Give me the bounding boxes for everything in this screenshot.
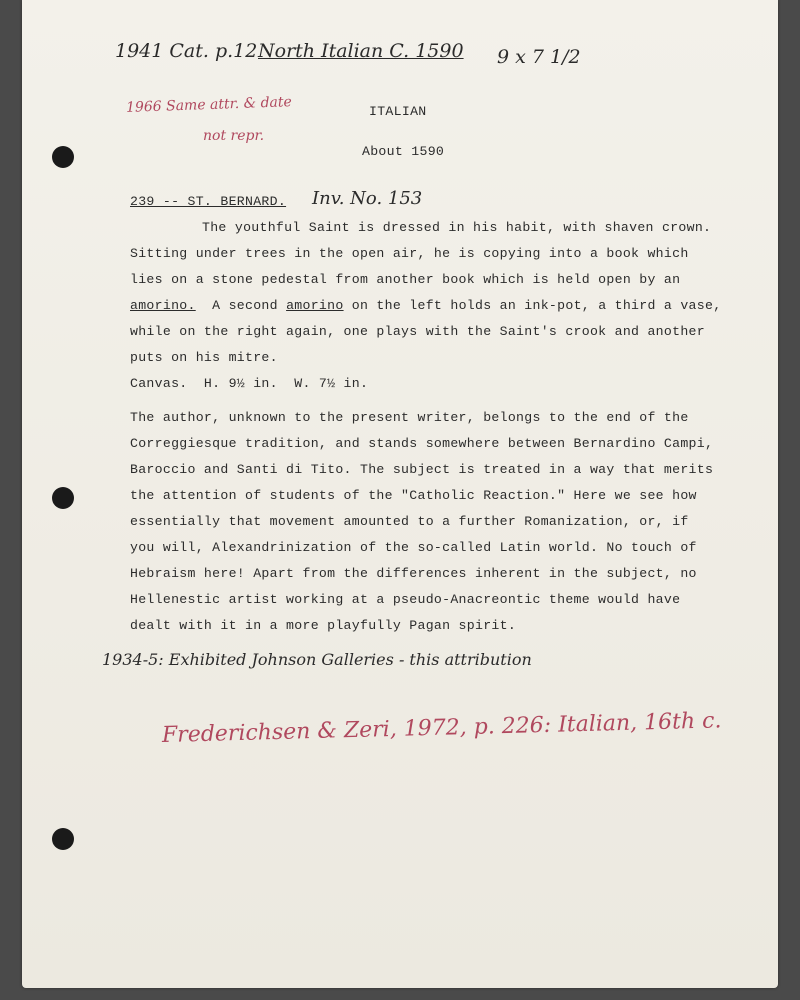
- binder-hole: [52, 146, 74, 168]
- entry-title: 239 -- ST. BERNARD.: [130, 194, 287, 209]
- description-line: lies on a stone pedestal from another book which is held open by an: [130, 272, 681, 287]
- handwritten-exhibition-note: 1934-5: Exhibited Johnson Galleries - this attribution: [102, 650, 532, 669]
- commentary-line: essentially that movement amounted to a further Romanization, or, if: [130, 514, 689, 529]
- commentary-line: Correggiesque tradition, and stands somewhere between Bernardino Campi,: [130, 436, 714, 451]
- description-line: The youthful Saint is dressed in his habit, with shaven crown.: [202, 220, 712, 235]
- catalog-card: [22, 0, 778, 988]
- red-note-same-attribution: 1966 Same attr. & date: [125, 94, 293, 116]
- red-bibliography-note: Frederichsen & Zeri, 1972, p. 226: Italian, 16th c.: [161, 708, 722, 748]
- binder-hole: [52, 487, 74, 509]
- handwritten-dimensions: 9 x 7 1/2: [497, 46, 581, 68]
- commentary-line: you will, Alexandrinization of the so-called Latin world. No touch of: [130, 540, 697, 555]
- date-heading: About 1590: [362, 144, 445, 159]
- italian-term: amorino: [286, 298, 344, 313]
- italian-term: amorino.: [130, 298, 196, 313]
- commentary-line: Baroccio and Santi di Tito. The subject is treated in a way that merits: [130, 462, 714, 477]
- commentary-line: Hebraism here! Apart from the differences inherent in the subject, no: [130, 566, 697, 581]
- description-line: Sitting under trees in the open air, he is copying into a book which: [130, 246, 689, 261]
- description-line: amorino. A second amorino on the left holds an ink-pot, a third a vase,: [130, 298, 722, 313]
- commentary-line: Hellenestic artist working at a pseudo-Anacreontic theme would have: [130, 592, 681, 607]
- description-line: puts on his mitre.: [130, 350, 278, 365]
- school-heading: ITALIAN: [369, 104, 427, 119]
- handwritten-inventory-number: Inv. No. 153: [312, 188, 423, 209]
- red-note-not-reproduced: not repr.: [203, 128, 265, 144]
- commentary-line: the attention of students of the "Catholic Reaction." Here we see how: [130, 488, 697, 503]
- commentary-line: The author, unknown to the present writer, belongs to the end of the: [130, 410, 689, 425]
- description-line: while on the right again, one plays with the Saint's crook and another: [130, 324, 705, 339]
- medium-dimensions: Canvas. H. 9½ in. W. 7½ in.: [130, 376, 369, 391]
- handwritten-catalog-ref: 1941 Cat. p.12: [115, 40, 258, 62]
- handwritten-attribution: North Italian C. 1590: [258, 40, 464, 62]
- commentary-line: dealt with it in a more playfully Pagan spirit.: [130, 618, 517, 633]
- binder-hole: [52, 828, 74, 850]
